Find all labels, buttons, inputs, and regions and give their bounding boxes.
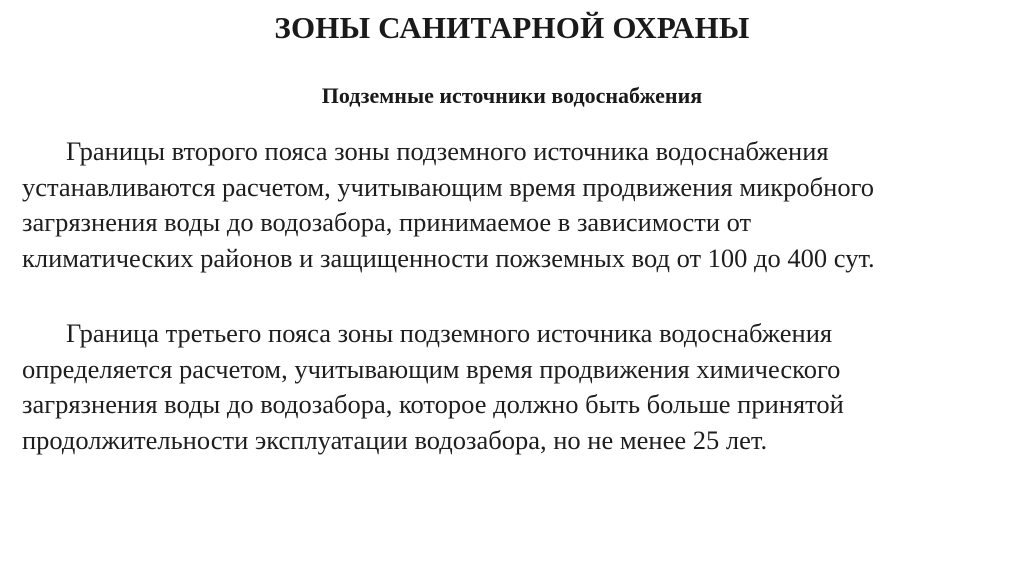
slide-title: ЗОНЫ САНИТАРНОЙ ОХРАНЫ <box>274 10 750 45</box>
paragraph-line: Граница третьего пояса зоны подземного источника водоснабжения <box>66 318 833 348</box>
paragraph-line: климатических районов и защищенности пожземных вод от 100 до 400 сут. <box>22 242 875 273</box>
paragraph-line: загрязнения воды до водозабора, принимаемое в зависимости от <box>22 207 752 237</box>
paragraph-line: устанавливаются расчетом, учитывающим время продвижения микробного <box>22 171 875 202</box>
paragraph-line: Границы второго пояса зоны подземного источника водоснабжения <box>66 136 829 166</box>
paragraph-third-belt <box>22 316 1007 458</box>
paragraph-second-belt <box>22 134 1007 276</box>
slide-subtitle: Подземные источники водоснабжения <box>321 83 703 108</box>
paragraph-line: загрязнения воды до водозабора, которое должно быть больше принятой <box>22 389 844 419</box>
paragraph-line: определяется расчетом, учитывающим время продвижения химического <box>22 353 841 384</box>
paragraph-line: продолжительности эксплуатации водозабора, но не менее 25 лет. <box>22 424 768 455</box>
